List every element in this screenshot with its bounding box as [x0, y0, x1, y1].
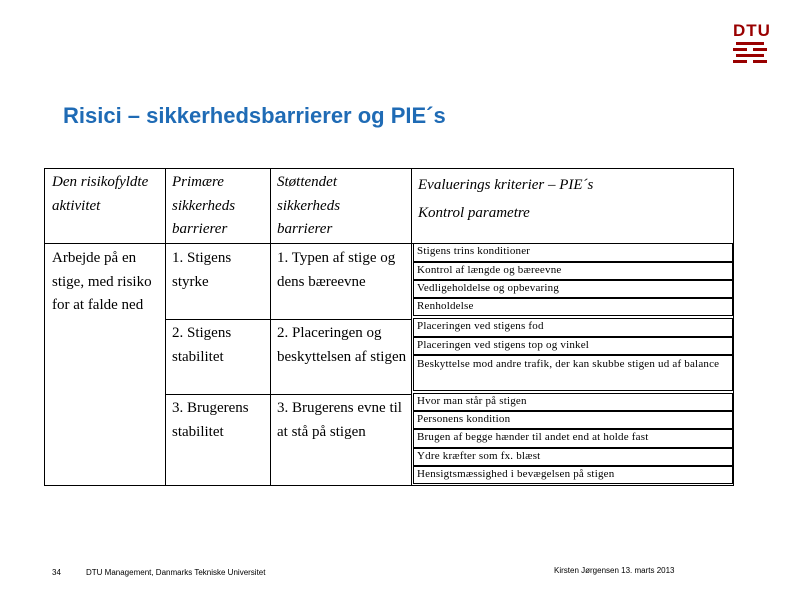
footer-institution: DTU Management, Danmarks Tekniske Universitet	[86, 568, 266, 577]
criteria-item: Ydre kræfter som fx. blæst	[413, 448, 733, 466]
activity-cell: Arbejde på en stige, med risiko for at falde ned	[52, 250, 152, 313]
row-divider	[165, 394, 411, 395]
criteria-item: Personens kondition	[413, 411, 733, 429]
header-criteria	[418, 171, 728, 227]
dtu-logo-mark-icon	[733, 40, 767, 66]
criteria-item: Hvor man står på stigen	[413, 393, 733, 411]
criteria-item: Stigens trins konditioner	[413, 243, 733, 262]
criteria-item: Kontrol af længde og bæreevne	[413, 262, 733, 280]
criteria-item: Vedligeholdelse og opbevaring	[413, 280, 733, 298]
header-supporting-barriers: Støttendet sikkerheds barrierer	[277, 174, 341, 237]
supporting-barrier-3: 3. Brugerens evne til at stå på stigen	[277, 400, 402, 440]
header-criteria-line1: Evaluerings kriterier – PIE´s	[418, 177, 594, 193]
page-number: 34	[52, 568, 61, 577]
logo-text: DTU	[733, 21, 771, 40]
column-divider	[411, 169, 412, 485]
primary-barrier-3: 3. Brugerens stabilitet	[172, 400, 249, 440]
header-activity: Den risikofyldte aktivitet	[52, 174, 149, 214]
dtu-logo	[733, 21, 771, 71]
column-divider	[165, 169, 166, 485]
criteria-item: Renholdelse	[413, 298, 733, 316]
footer-author-date: Kirsten Jørgensen 13. marts 2013	[554, 566, 675, 575]
row-divider	[165, 319, 411, 320]
header-criteria-line2: Kontrol parametre	[418, 205, 530, 221]
criteria-item: Placeringen ved stigens top og vinkel	[413, 337, 733, 355]
header-primary-barriers: Primære sikkerheds barrierer	[172, 174, 236, 237]
criteria-item: Placeringen ved stigens fod	[413, 318, 733, 337]
supporting-barrier-1: 1. Typen af stige og dens bæreevne	[277, 250, 396, 290]
primary-barrier-1: 1. Stigens styrke	[172, 250, 232, 290]
criteria-item: Brugen af begge hænder til andet end at holde fast	[413, 429, 733, 448]
primary-barrier-2: 2. Stigens stabilitet	[172, 325, 232, 365]
criteria-item: Hensigtsmæssighed i bevægelsen på stigen	[413, 466, 733, 484]
criteria-item: Beskyttelse mod andre trafik, der kan skubbe stigen ud af balance	[413, 355, 733, 391]
supporting-barrier-2: 2. Placeringen og beskyttelsen af stigen	[277, 325, 407, 365]
column-divider	[270, 169, 271, 485]
slide-title: Risici – sikkerhedsbarrierer og PIE´s	[63, 103, 446, 128]
